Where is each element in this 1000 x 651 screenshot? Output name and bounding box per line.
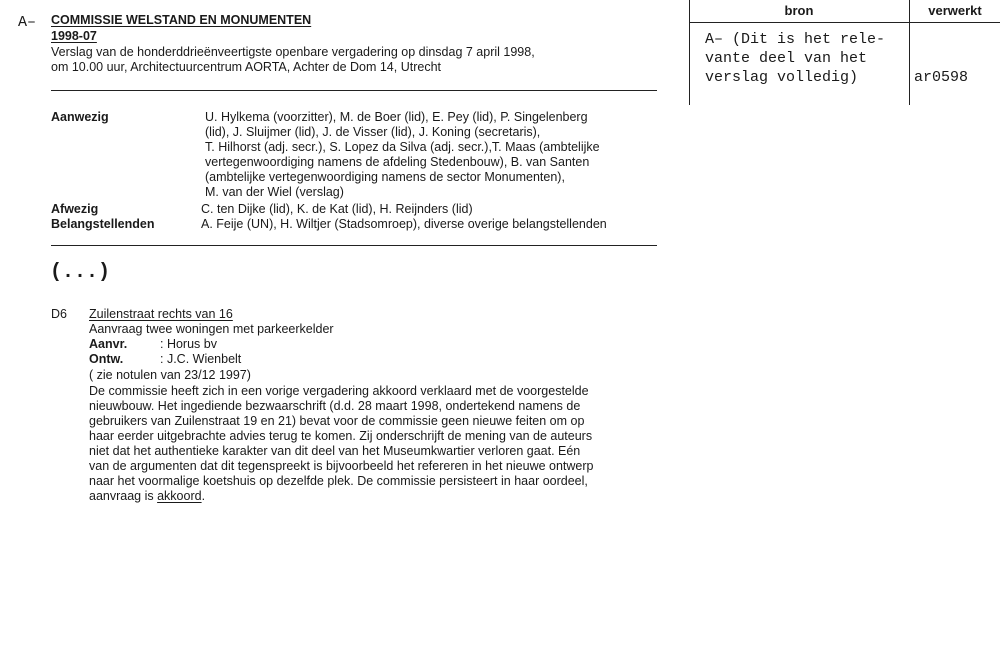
- bron-note-line: A– (Dit is het rele-: [705, 31, 886, 48]
- body-line: nieuwbouw. Het ingediende bezwaarschrift (d.d. 28 maart 1998, ondertekend namens de: [89, 399, 581, 413]
- document-title: COMMISSIE WELSTAND EN MONUMENTEN: [51, 13, 312, 27]
- document-number: 1998-07: [51, 29, 97, 43]
- margin-marker: A–: [18, 14, 37, 31]
- final-prefix: aanvraag is: [89, 489, 158, 503]
- body-line-final: [89, 489, 594, 504]
- present-line: (lid), J. Sluijmer (lid), J. de Visser (lid), J. Koning (secretaris),: [205, 125, 541, 139]
- omission-marker: (...): [50, 261, 111, 284]
- item-title: Zuilenstraat rechts van 16: [89, 307, 233, 321]
- stakeholders-list: A. Feije (UN), H. Wiltjer (Stadsomroep), diverse overige belangstellenden: [201, 217, 607, 231]
- applicant-value: : Horus bv: [160, 337, 217, 351]
- body-line: gebruikers van Zuilenstraat 19 en 21) bevat voor de commissie geen nieuwe feiten om op: [89, 414, 585, 428]
- item-body: [89, 384, 594, 504]
- final-suffix: .: [201, 489, 206, 503]
- reference-note: ( zie notulen van 23/12 1997): [89, 368, 251, 382]
- table-header-divider: [689, 22, 1000, 23]
- verwerkt-value: ar0598: [914, 69, 969, 86]
- body-line: haar eerder uitgebrachte advies terug te komen. Zij onderschrijft de mening van de auteurs: [89, 429, 593, 443]
- absent-list: C. ten Dijke (lid), K. de Kat (lid), H. Reijnders (lid): [201, 202, 473, 216]
- present-list: [205, 110, 600, 200]
- stakeholders-label: Belangstellenden: [51, 217, 155, 231]
- designer-value: : J.C. Wienbelt: [160, 352, 242, 366]
- attendance-divider: [51, 245, 657, 246]
- header-divider: [51, 90, 657, 91]
- present-line: T. Hilhorst (adj. secr.), S. Lopez da Silva (adj. secr.),T. Maas (ambtelijke: [205, 140, 600, 154]
- bron-note-line: vante deel van het: [705, 50, 868, 67]
- column-header-verwerkt: verwerkt: [928, 3, 982, 18]
- body-line: van de argumenten dat dit tegenspreekt is bijvoorbeeld het refereren in het nieuwe ontwerp: [89, 459, 594, 473]
- present-line: U. Hylkema (voorzitter), M. de Boer (lid), E. Pey (lid), P. Singelenberg: [205, 110, 588, 124]
- bron-note-line: verslag volledig): [705, 69, 859, 86]
- column-header-bron: bron: [784, 3, 814, 18]
- designer-label: Ontw.: [89, 352, 124, 366]
- present-line: vertegenwoordiging namens de afdeling Stedenbouw), B. van Santen: [205, 155, 590, 169]
- bron-note: [705, 30, 885, 87]
- header-line-1: Verslag van de honderddrieënveertigste openbare vergadering op dinsdag 7 april 1998,: [51, 45, 535, 59]
- body-line: niet dat het authentieke karakter van dit deel van het Museumkwartier verloren gaat. Eén: [89, 444, 581, 458]
- body-line: naar het voormalige koetshuis op dezelfde plek. De commissie persisteert in haar oordeel,: [89, 474, 588, 488]
- applicant-label: Aanvr.: [89, 337, 128, 351]
- body-line: De commissie heeft zich in een vorige vergadering akkoord verklaard met de voorgestelde: [89, 384, 589, 398]
- present-line: (ambtelijke vertegenwoordiging namens de sector Monumenten),: [205, 170, 565, 184]
- decision-word: akkoord: [157, 489, 202, 503]
- present-label: Aanwezig: [51, 110, 109, 124]
- item-code: D6: [51, 307, 67, 321]
- absent-label: Afwezig: [51, 202, 99, 216]
- present-line: M. van der Wiel (verslag): [205, 185, 344, 199]
- header-line-2: om 10.00 uur, Architectuurcentrum AORTA, Achter de Dom 14, Utrecht: [51, 60, 441, 74]
- item-subtitle: Aanvraag twee woningen met parkeerkelder: [89, 322, 334, 336]
